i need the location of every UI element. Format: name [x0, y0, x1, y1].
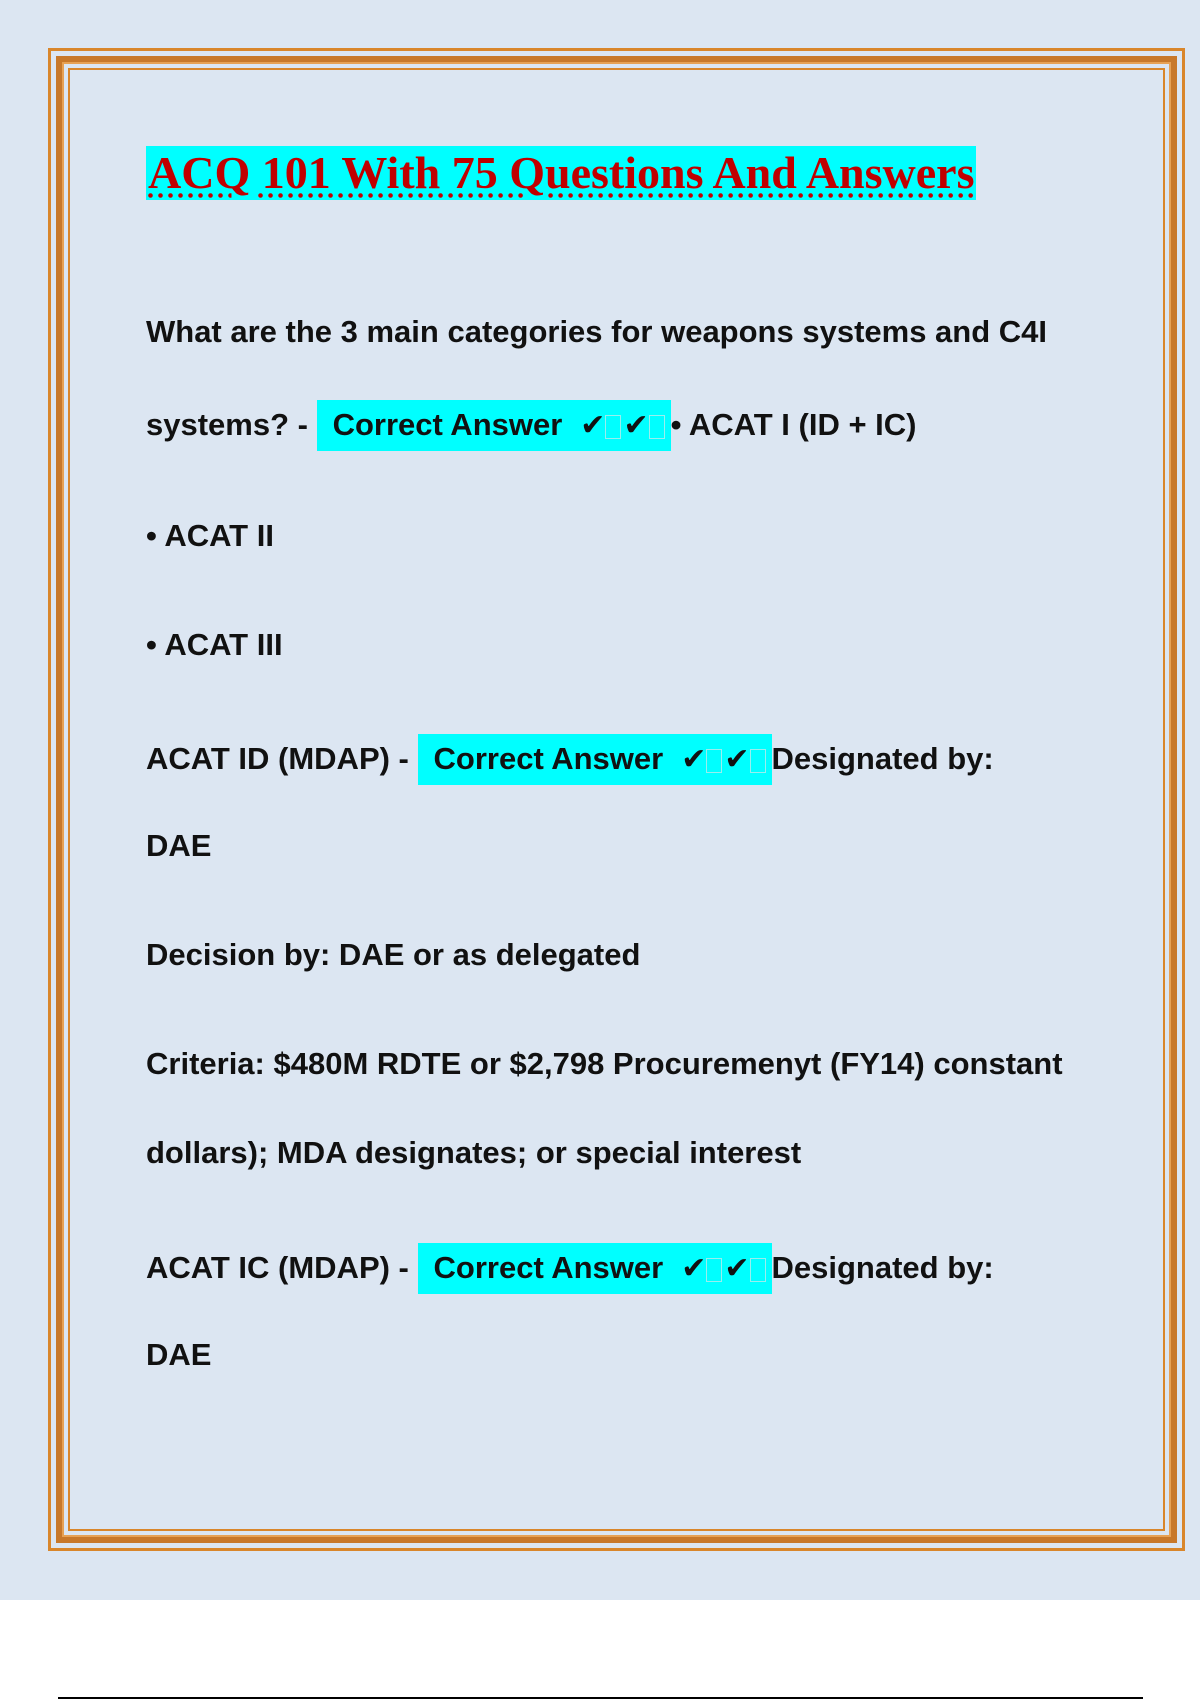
correct-answer-marker: [418, 1243, 772, 1294]
box-icon: [706, 749, 722, 773]
question-2-line-2: DAE: [146, 828, 212, 863]
criteria-line-1: Criteria: $480M RDTE or $2,798 Procuremenyt (FY14) constant: [146, 1046, 1063, 1081]
footer-divider: [58, 1697, 1143, 1699]
answer-bullet-acat-iii: • ACAT III: [146, 627, 283, 662]
page-border-inner: [68, 68, 1165, 1531]
question-1-answer-start: • ACAT I (ID + IC): [670, 407, 917, 442]
criteria-line-2: dollars); MDA designates; or special interest: [146, 1135, 802, 1170]
question-3-answer-start: Designated by:: [771, 1250, 994, 1285]
question-1-line-1: What are the 3 main categories for weapons systems and C4I: [146, 314, 1048, 349]
box-icon: [605, 415, 621, 439]
correct-answer-marker: [317, 400, 671, 451]
document-title: ACQ 101 With 75 Questions And Answers: [148, 147, 975, 198]
box-icon: [750, 1258, 766, 1282]
question-1-prefix: systems? -: [146, 407, 308, 442]
check-icon: ✔: [681, 742, 707, 777]
correct-answer-label: Correct Answer: [433, 1250, 664, 1285]
box-icon: [649, 415, 665, 439]
correct-answer-marker: [418, 734, 772, 785]
check-icon: ✔: [623, 408, 649, 443]
question-3-line-2: DAE: [146, 1337, 212, 1372]
question-2-prefix: ACAT ID (MDAP) -: [146, 741, 409, 776]
decision-by: Decision by: DAE or as delegated: [146, 937, 641, 972]
check-icon: ✔: [681, 1251, 707, 1286]
question-2-line-1: [146, 734, 994, 785]
check-icon: ✔: [580, 408, 606, 443]
correct-answer-label: Correct Answer: [332, 407, 563, 442]
check-icon: ✔: [724, 1251, 750, 1286]
question-1-line-2: [146, 400, 917, 451]
box-icon: [706, 1258, 722, 1282]
question-3-line-1: [146, 1243, 994, 1294]
answer-bullet-acat-ii: • ACAT II: [146, 518, 274, 553]
correct-answer-label: Correct Answer: [433, 741, 664, 776]
question-3-prefix: ACAT IC (MDAP) -: [146, 1250, 409, 1285]
check-icon: ✔: [724, 742, 750, 777]
box-icon: [750, 749, 766, 773]
question-2-answer-start: Designated by:: [771, 741, 994, 776]
